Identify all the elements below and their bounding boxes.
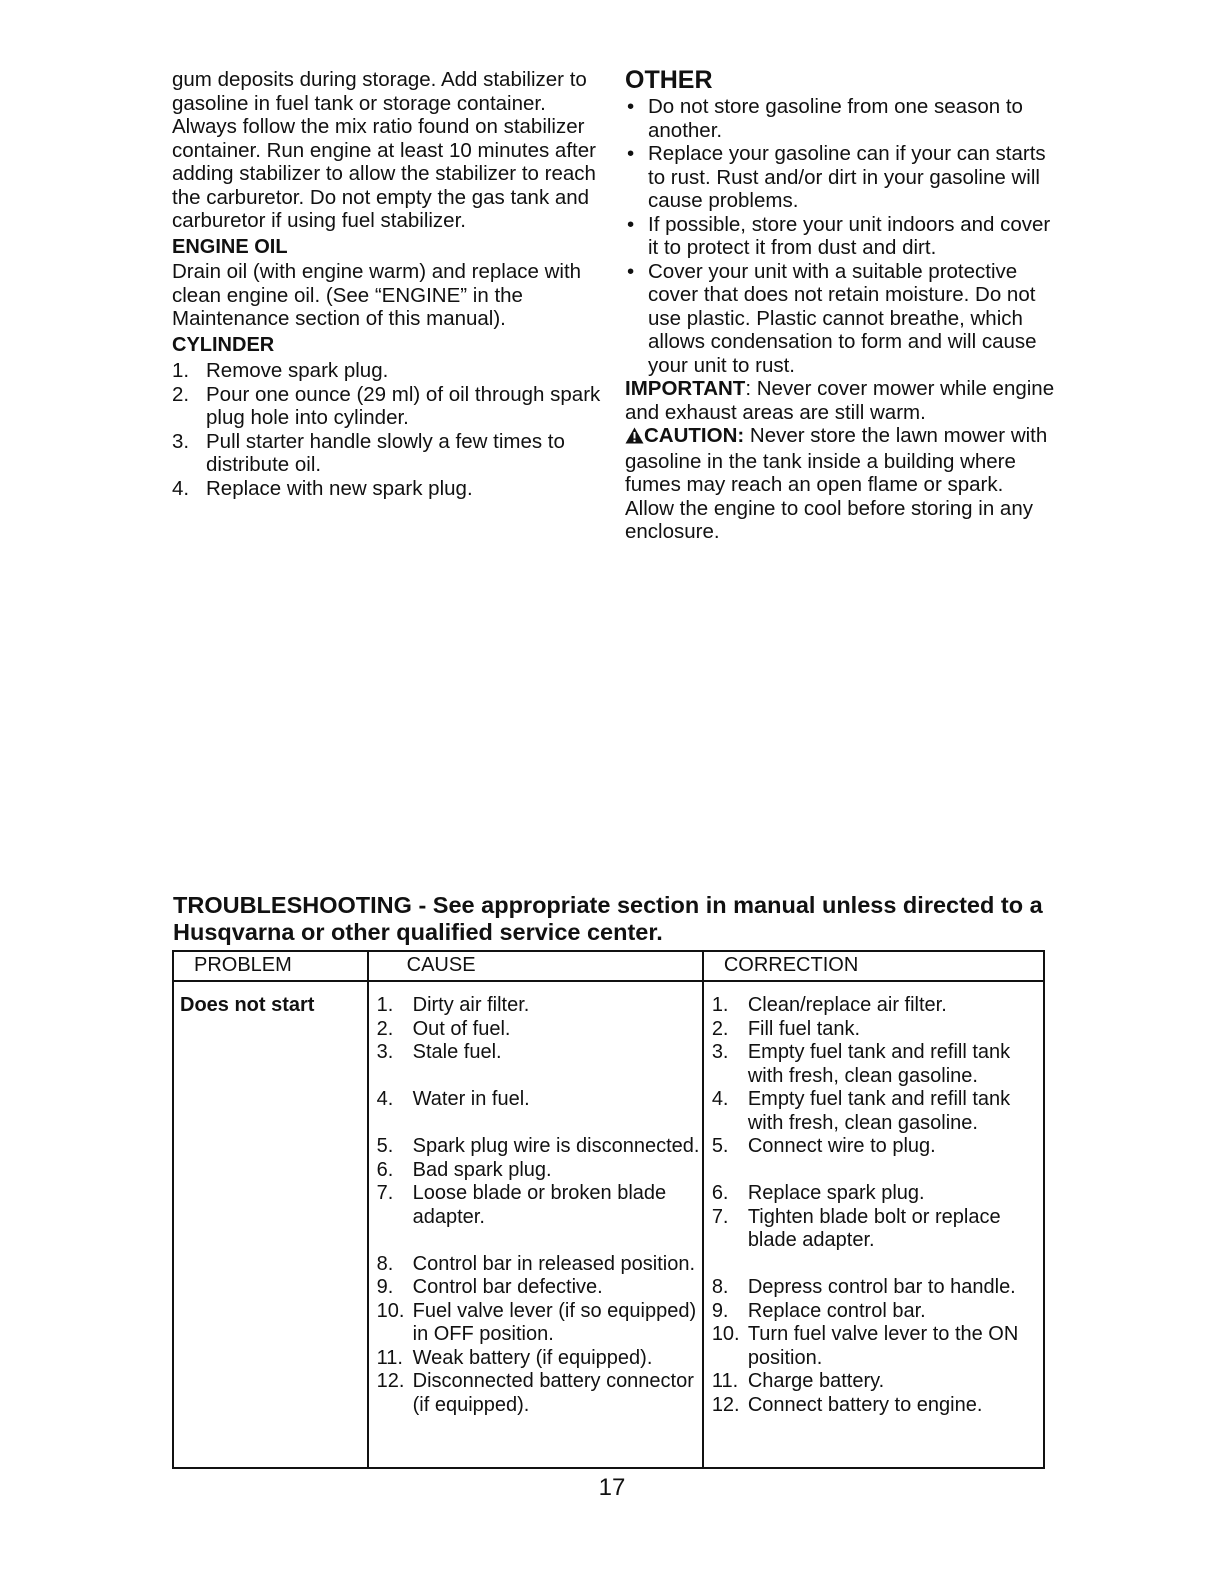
bullet-marker: • (627, 95, 635, 118)
important-text: : Never cover mower while engine and exhaust areas are still warm. (625, 377, 1055, 424)
table-row (173, 981, 1044, 1468)
item-text: Clean/replace air filter. (747, 994, 947, 1016)
item-number: 8. (711, 1276, 729, 1298)
bullet-text: Do not store gasoline from one season to another. (648, 95, 1023, 142)
item-text: Control bar defective. (412, 1276, 603, 1298)
item-text: Control bar in released position. (412, 1252, 696, 1275)
step-number: 2. (172, 382, 190, 406)
step-text: Replace with new spark plug. (206, 476, 473, 500)
item-number: 10. (376, 1299, 405, 1322)
list-item (369, 1370, 702, 1417)
correction-header: CORRECTION (703, 951, 1044, 981)
item-text: Bad spark plug. (412, 1158, 552, 1181)
item-number: 6. (376, 1158, 394, 1181)
list-item (704, 1041, 1043, 1088)
list-item (369, 1135, 702, 1159)
item-number: 3. (711, 1041, 729, 1063)
item-text: Connect wire to plug. (747, 1135, 936, 1157)
troubleshooting-table (172, 950, 1045, 1469)
item-text: Spark plug wire is disconnected. (412, 1135, 700, 1157)
item-text: Replace spark plug. (747, 1182, 925, 1204)
list-item (369, 1347, 702, 1371)
step-text: Remove spark plug. (206, 359, 389, 382)
list-item (369, 1041, 702, 1065)
item-text: Empty fuel tank and refill tank with fresh, clean gasoline. (747, 1088, 1011, 1134)
list-item (704, 1300, 1043, 1324)
caution-label: CAUTION: (644, 424, 745, 447)
item-number: 3. (376, 1041, 394, 1063)
list-item (369, 1088, 702, 1112)
problem-cell: Does not start (173, 981, 368, 1468)
item-text: Tighten blade bolt or replace blade adapter. (747, 1205, 1001, 1251)
bullet-marker: • (627, 142, 635, 165)
item-number: 2. (376, 1017, 394, 1040)
item-text: Depress control bar to handle. (747, 1276, 1016, 1298)
item-number: 2. (711, 1017, 729, 1040)
item-text: Charge battery. (747, 1370, 885, 1392)
stabilizer-paragraph: gum deposits during storage. Add stabilizer to gasoline in fuel tank or storage container. Always follow the mix ratio found on stabilizer container. Run engine at least 10 minutes after adding stabilizer to allow the stabilizer to reach the carburetor. Do not empty the gas tank and carburetor if using fuel stabilizer. (172, 68, 596, 232)
item-text: Replace control bar. (747, 1299, 926, 1322)
item-number: 1. (376, 994, 394, 1016)
page-number: 17 (598, 1474, 626, 1501)
list-item (625, 95, 1055, 142)
item-text: Fill fuel tank. (747, 1017, 861, 1040)
bullet-text: If possible, store your unit indoors and cover it to protect it from dust and dirt. (648, 212, 1051, 259)
cause-cell (368, 981, 703, 1468)
list-item (704, 1276, 1043, 1300)
item-number: 11. (376, 1346, 403, 1369)
step-text: Pull starter handle slowly a few times to distribute oil. (206, 429, 565, 476)
table-header-row (173, 951, 1044, 981)
item-text: Dirty air filter. (412, 994, 530, 1016)
item-number: 9. (376, 1276, 394, 1298)
correction-cell (703, 981, 1044, 1468)
important-paragraph (625, 377, 1055, 424)
list-item (704, 1370, 1043, 1394)
correction-list (704, 994, 1043, 1417)
engine-oil-paragraph: Drain oil (with engine warm) and replace with clean engine oil. (See “ENGINE” in the Maintenance section of this manual). (172, 260, 582, 330)
item-text: Turn fuel valve lever to the ON position. (747, 1323, 1019, 1369)
item-number: 5. (376, 1135, 394, 1157)
list-item (625, 213, 1055, 260)
other-bullets (625, 95, 1055, 377)
item-number: 12. (711, 1393, 740, 1416)
list-item (172, 477, 602, 501)
cylinder-heading: CYLINDER (172, 333, 275, 356)
caution-text: Never store the lawn mower with gasoline in the tank inside a building where fumes may reach an open flame or spark. Allow the engine to cool before storing in any enclosure. (625, 424, 1048, 543)
item-text: Out of fuel. (412, 1017, 511, 1040)
item-number: 10. (711, 1323, 740, 1345)
list-item (172, 359, 602, 383)
other-heading: OTHER (625, 66, 713, 94)
item-number: 7. (711, 1205, 729, 1228)
engine-oil-heading: ENGINE OIL (172, 235, 288, 258)
list-item (704, 994, 1043, 1018)
step-number: 1. (172, 359, 190, 382)
list-item (704, 1182, 1043, 1206)
left-column (172, 68, 602, 500)
item-number: 5. (711, 1135, 729, 1157)
list-item (704, 1394, 1043, 1418)
bullet-text: Cover your unit with a suitable protective cover that does not retain moisture. Do not use plastic. Plastic cannot breathe, which allows condensation to form and will cause your unit to rust. (648, 259, 1037, 377)
item-text: Disconnected battery connector (if equipped). (412, 1370, 694, 1416)
item-number: 6. (711, 1182, 729, 1204)
list-item (369, 1159, 702, 1183)
troubleshooting-title: TROUBLESHOOTING - See appropriate section in manual unless directed to a Husqvarna or other qualified service center. (173, 892, 1043, 945)
step-number: 4. (172, 476, 190, 500)
important-label: IMPORTANT (625, 377, 746, 400)
list-item (369, 1253, 702, 1277)
list-item (704, 1088, 1043, 1135)
list-item (369, 1018, 702, 1042)
list-item (625, 142, 1055, 213)
item-number: 4. (711, 1088, 729, 1110)
item-number: 7. (376, 1182, 394, 1204)
list-item (172, 430, 602, 477)
bullet-marker: • (627, 212, 635, 236)
list-item (704, 1323, 1043, 1370)
cylinder-steps (172, 359, 602, 500)
bullet-text: Replace your gasoline can if your can starts to rust. Rust and/or dirt in your gasoline will cause problems. (648, 142, 1046, 212)
cause-list (369, 994, 702, 1417)
list-item (704, 1135, 1043, 1159)
item-text: Loose blade or broken blade adapter. (412, 1182, 667, 1228)
item-text: Connect battery to engine. (747, 1393, 983, 1416)
item-text: Empty fuel tank and refill tank with fresh, clean gasoline. (747, 1041, 1011, 1087)
item-number: 9. (711, 1299, 729, 1322)
item-number: 11. (711, 1370, 739, 1392)
list-item (369, 1300, 702, 1347)
list-item (704, 1206, 1043, 1253)
list-item (369, 1276, 702, 1300)
item-number: 8. (376, 1252, 394, 1275)
item-text: Weak battery (if equipped). (412, 1346, 653, 1369)
step-number: 3. (172, 429, 190, 453)
item-text: Fuel valve lever (if so equipped) in OFF position. (412, 1299, 697, 1345)
warning-triangle-icon (625, 426, 644, 450)
bullet-marker: • (627, 259, 635, 283)
list-item (704, 1018, 1043, 1042)
item-number: 4. (376, 1088, 394, 1110)
list-item (625, 260, 1055, 378)
item-number: 1. (711, 994, 729, 1016)
list-item (369, 994, 702, 1018)
list-item (369, 1182, 702, 1229)
caution-paragraph (625, 424, 1055, 544)
step-text: Pour one ounce (29 ml) of oil through spark plug hole into cylinder. (206, 382, 601, 429)
item-text: Stale fuel. (412, 1041, 502, 1063)
cause-header: CAUSE (368, 951, 703, 981)
item-number: 12. (376, 1370, 405, 1392)
problem-header: PROBLEM (173, 951, 368, 981)
item-text: Water in fuel. (412, 1088, 530, 1110)
right-column (625, 66, 1055, 544)
list-item (172, 383, 602, 430)
